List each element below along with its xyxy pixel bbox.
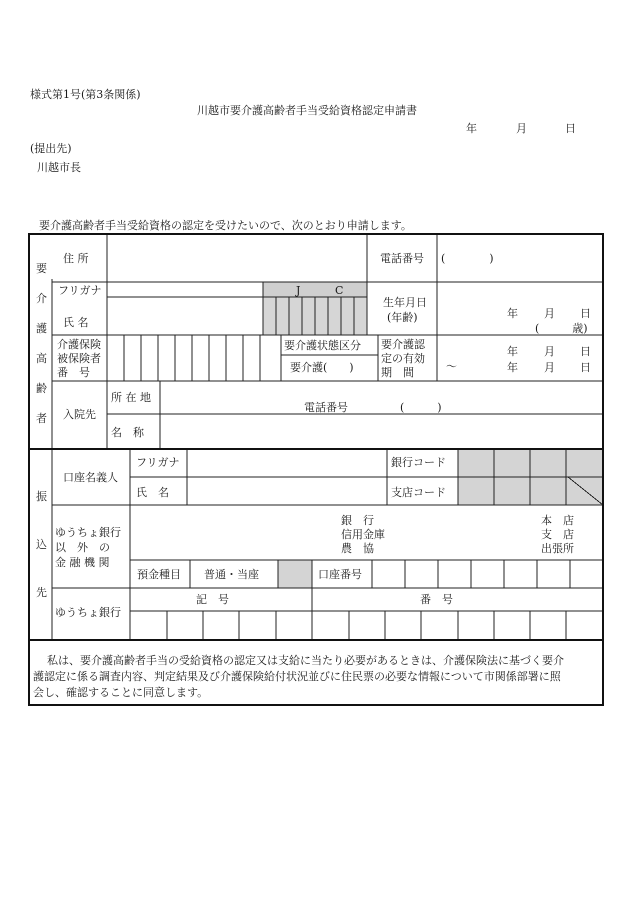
side-label-5: 齢 [36, 382, 47, 395]
validity-label-2: 定の有効 [381, 352, 425, 365]
hospital-phone-parens: ( ) [400, 401, 442, 414]
jc-c-letter: C [335, 284, 344, 297]
birthdate-label: 生年月日 [383, 296, 427, 309]
transfer-side-label-3: 先 [36, 586, 47, 599]
institution-type-bank: 銀 行 [341, 514, 374, 527]
validity-label-1: 要介護認 [381, 338, 425, 351]
branch-code-label: 支店コード [391, 486, 446, 499]
name-label: 氏 名 [63, 316, 89, 329]
side-label-4: 高 [36, 352, 47, 365]
hospital-phone-label: 電話番号 [304, 401, 348, 414]
validity-label-3: 期 間 [381, 366, 414, 379]
hospital-location-field[interactable] [161, 382, 301, 413]
branch-type-head: 本 店 [541, 514, 574, 527]
transfer-furigana-label: フリガナ [136, 456, 180, 469]
age-label: (年齢) [387, 311, 418, 324]
form-number: 様式第1号(第3条関係) [30, 88, 141, 101]
date-month-label: 月 [516, 122, 527, 135]
branch-type-branch: 支 店 [541, 528, 574, 541]
birth-month-label: 月 [544, 307, 555, 320]
jc-shaded-header [263, 282, 367, 297]
account-furigana-field[interactable] [188, 450, 386, 476]
date-day-label: 日 [565, 122, 576, 135]
name-field[interactable] [108, 298, 262, 334]
transfer-side-label-2: 込 [36, 538, 47, 551]
valid-to-day: 日 [580, 361, 591, 374]
phone-parens: ( ) [441, 252, 494, 265]
recipient: 川越市長 [37, 161, 81, 174]
account-holder-label: 口座名義人 [63, 471, 118, 484]
institution-type-shinkin: 信用金庫 [341, 528, 385, 541]
date-year-label: 年 [466, 122, 477, 135]
deposit-type-value[interactable]: 普通・当座 [204, 568, 259, 581]
valid-from-year: 年 [507, 345, 518, 358]
valid-to-month: 月 [544, 361, 555, 374]
consent-line-1: 私は、要介護高齢者手当の受給資格の認定又は支給に当たり必要があるときは、介護保険法に基づく要介 [47, 654, 564, 667]
valid-from-month: 月 [544, 345, 555, 358]
account-name-field[interactable] [188, 478, 386, 504]
side-label-6: 者 [36, 412, 47, 425]
hospital-name-label: 名 称 [111, 426, 144, 439]
insured-no-label-1: 介護保険 [57, 338, 101, 351]
insured-no-label-2: 被保険者 [57, 352, 101, 365]
deposit-type-label: 預金種目 [137, 568, 181, 581]
care-level-field[interactable]: 要介護( ) [290, 361, 354, 374]
valid-from-day: 日 [580, 345, 591, 358]
hospital-label: 入院先 [63, 408, 96, 421]
institution-type-nokyo: 農 協 [341, 542, 374, 555]
address-field[interactable] [108, 236, 366, 281]
side-label-1: 要 [36, 262, 47, 275]
insured-no-label-3: 番 号 [57, 366, 90, 379]
consent-line-2: 護認定に係る調査内容、判定結果及び介護保険給付状況並びに住民票の必要な情報について市関係部署に照 [33, 670, 561, 683]
account-number-label: 口座番号 [318, 568, 362, 581]
phone-label: 電話番号 [380, 252, 424, 265]
valid-to-year: 年 [507, 361, 518, 374]
furigana-field[interactable] [108, 283, 262, 296]
furigana-label: フリガナ [58, 284, 102, 297]
hospital-name-field[interactable] [161, 415, 601, 448]
yucho-symbol-label: 記 号 [196, 593, 229, 606]
address-label: 住 所 [63, 252, 89, 265]
jc-j-letter: J [296, 284, 301, 297]
transfer-side-label-1: 振 [36, 490, 47, 503]
other-banks-label-3: 金 融 機 関 [55, 556, 110, 569]
side-label-2: 介 [36, 292, 47, 305]
bank-code-label: 銀行コード [391, 456, 446, 469]
form-title: 川越市要介護高齢者手当受給資格認定申請書 [197, 104, 417, 117]
submit-to-label: (提出先) [30, 142, 72, 155]
side-label-3: 護 [36, 322, 47, 335]
intro-text: 要介護高齢者手当受給資格の認定を受けたいので、次のとおり申請します。 [39, 219, 412, 232]
deposit-type-shaded [278, 560, 312, 588]
branch-type-office: 出張所 [541, 542, 574, 555]
care-category-label: 要介護状態区分 [284, 339, 361, 352]
consent-line-3: 会し、確認することに同意します。 [33, 686, 209, 699]
validity-tilde: ～ [446, 360, 457, 373]
age-paren: ( 歳) [535, 322, 588, 335]
yucho-number-label: 番 号 [420, 593, 453, 606]
transfer-name-label: 氏 名 [136, 486, 169, 499]
yucho-label: ゆうちょ銀行 [55, 606, 121, 619]
birth-year-label: 年 [507, 307, 518, 320]
other-banks-label-1: ゆうちょ銀行 [55, 526, 121, 539]
other-banks-label-2: 以 外 の [55, 541, 110, 554]
birth-day-label: 日 [580, 307, 591, 320]
location-label: 所 在 地 [111, 391, 151, 404]
